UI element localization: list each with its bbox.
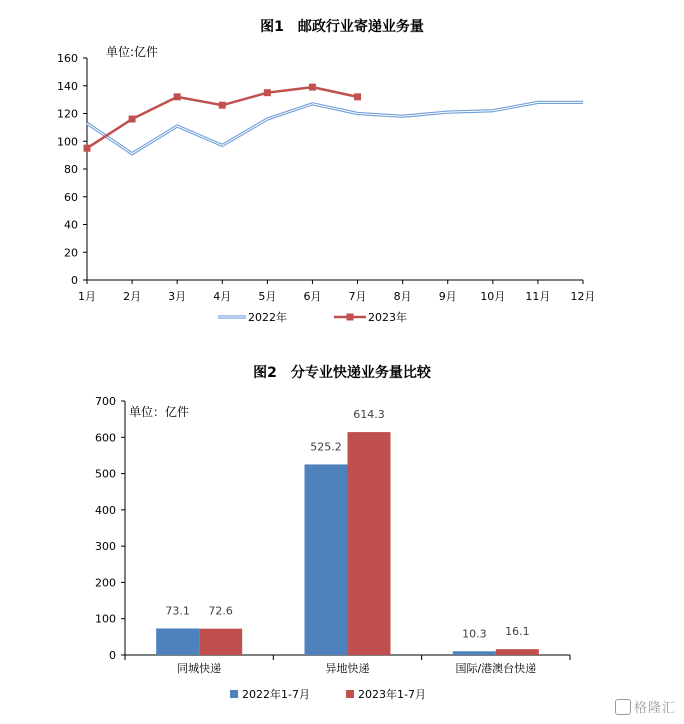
data-label: 614.3: [353, 408, 385, 422]
data-label: 525.2: [310, 440, 342, 454]
x-tick-label: 12月: [570, 290, 596, 303]
x-tick-label: 5月: [258, 290, 277, 303]
x-tick-label: 7月: [348, 290, 367, 303]
y-tick-label: 700: [95, 395, 116, 408]
data-label: 10.3: [462, 627, 487, 641]
watermark-logo-icon: [615, 699, 631, 715]
data-label: 73.1: [165, 604, 190, 618]
watermark: [615, 697, 676, 716]
bar: [348, 432, 391, 655]
y-tick-label: 100: [95, 612, 116, 626]
bar: [453, 651, 496, 655]
unit-label: 单位:亿件: [106, 45, 159, 59]
y-tick-label: 0: [71, 274, 78, 287]
x-tick-label: 2月: [123, 290, 142, 303]
y-tick-label: 20: [64, 246, 78, 260]
y-tick-label: 100: [57, 135, 78, 149]
y-tick-label: 300: [95, 540, 116, 554]
legend-2022-label: 2022年: [248, 311, 287, 324]
y-tick-label: 0: [109, 649, 116, 662]
x-tick-label: 异地快递: [325, 662, 370, 675]
x-tick-label: 10月: [480, 290, 506, 303]
x-tick-label: 同城快递: [177, 662, 222, 675]
y-tick-label: 500: [95, 467, 116, 481]
y-tick-label: 60: [64, 190, 78, 204]
unit-label: 单位：亿件: [129, 405, 190, 419]
y-tick-label: 140: [57, 79, 78, 93]
data-label: 16.1: [505, 625, 530, 639]
x-tick-label: 11月: [525, 290, 551, 303]
legend-2023-swatch: [346, 690, 354, 698]
legend-2022-swatch: [230, 690, 238, 698]
x-tick-label: 6月: [303, 290, 322, 303]
chart2-title: 图2 分专业快递业务量比较: [253, 365, 431, 381]
y-tick-label: 120: [57, 107, 78, 121]
x-tick-label: 国际/港澳台快递: [455, 662, 537, 675]
bar: [156, 628, 199, 655]
bar: [305, 464, 348, 655]
y-tick-label: 600: [95, 431, 116, 445]
bar: [496, 649, 539, 655]
bar: [199, 629, 242, 655]
x-tick-label: 4月: [213, 290, 232, 303]
x-tick-label: 1月: [78, 290, 96, 303]
watermark-text: 格隆汇: [634, 701, 677, 716]
legend-2023-label: 2023年1-7月: [358, 688, 426, 701]
data-label: 72.6: [208, 604, 233, 618]
y-tick-label: 80: [64, 163, 78, 176]
x-tick-label: 9月: [438, 290, 457, 303]
x-tick-label: 8月: [393, 290, 412, 303]
y-tick-label: 40: [64, 218, 78, 232]
y-tick-label: 400: [95, 503, 116, 517]
y-tick-label: 160: [57, 52, 78, 65]
legend-2022-label: 2022年1-7月: [242, 688, 310, 701]
x-tick-label: 3月: [168, 290, 187, 303]
chart1-title: 图1 邮政行业寄递业务量: [260, 19, 424, 35]
legend-2023-label: 2023年: [368, 311, 407, 324]
y-tick-label: 200: [95, 576, 116, 590]
